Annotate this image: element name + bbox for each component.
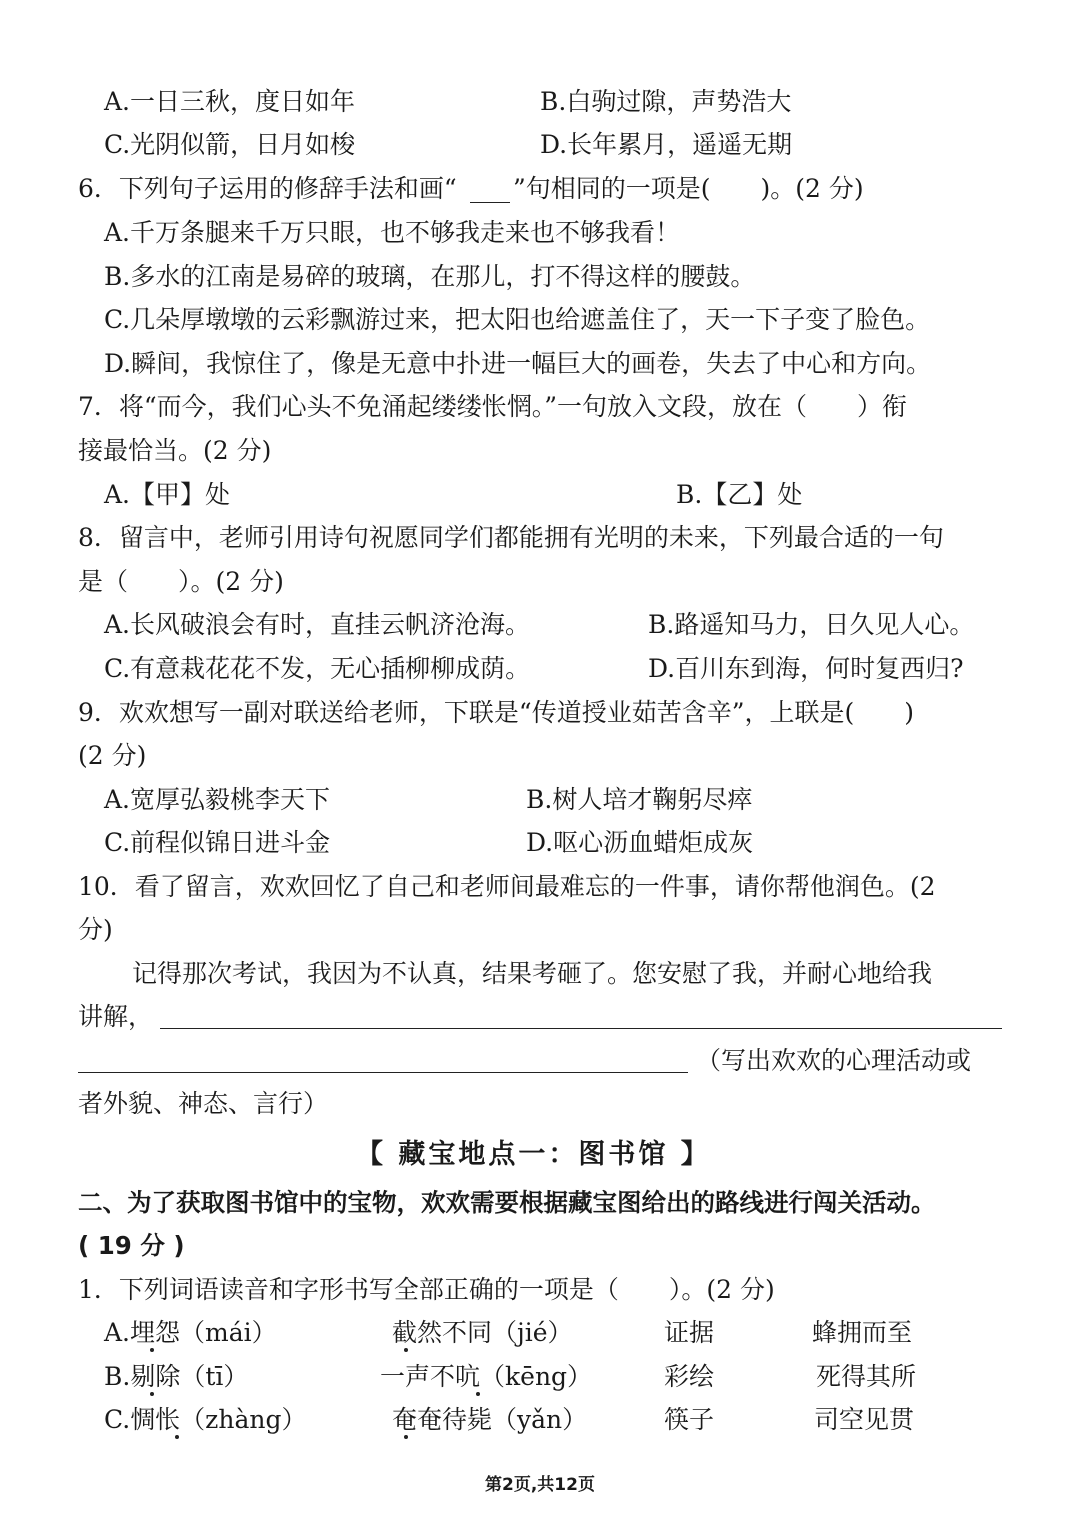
table-cell: 证据 xyxy=(664,1318,715,1347)
q8-option-b: B.路遥知马力，日久见人心。 xyxy=(648,610,975,639)
q9-option-d: D.呕心沥血蜡炬成灰 xyxy=(526,828,754,857)
q6-stem-part-2: ”句相同的一项是( )。(2 分) xyxy=(513,174,864,203)
q8-option-c: C.有意栽花花不发，无心插柳柳成荫。 xyxy=(104,654,531,683)
q10-answer-line-2[interactable] xyxy=(78,1072,688,1073)
table-cell: 截然不同（jié） xyxy=(392,1318,573,1347)
section-2-heading-line-2: ( 19 分 ) xyxy=(78,1231,185,1260)
q10-hint: （写出欢欢的心理活动或 xyxy=(696,1046,972,1075)
q7-option-b: B.【乙】处 xyxy=(676,480,803,509)
q8-option-d: D.百川东到海，何时复西归? xyxy=(648,654,964,683)
q10-stem-line-2: 分) xyxy=(78,915,113,944)
q6-stem-part-1: 6．下列句子运用的修辞手法和画“ xyxy=(78,174,457,203)
s2-q1-stem: 1．下列词语读音和字形书写全部正确的一项是（ ）。(2 分) xyxy=(78,1275,775,1304)
q10-hint-cont: 者外貌、神态、言行） xyxy=(78,1089,329,1118)
emphasis-dot xyxy=(404,1435,408,1439)
emphasis-dot xyxy=(150,1392,154,1396)
table-cell: 司空见贯 xyxy=(814,1405,915,1434)
q5-option-c: C.光阴似箭，日月如梭 xyxy=(104,130,356,159)
q10-passage-line-2: 讲解， xyxy=(78,1002,154,1031)
q8-stem-line-2: 是（ ）。(2 分) xyxy=(78,567,284,596)
q8-option-a: A.长风破浪会有时，直挂云帆济沧海。 xyxy=(104,610,531,639)
q9-option-c: C.前程似锦日进斗金 xyxy=(104,828,331,857)
table-cell: 筷子 xyxy=(664,1405,715,1434)
q5-option-a: A.一日三秋，度日如年 xyxy=(104,87,356,116)
q6-option-d: D.瞬间，我惊住了，像是无意中扑进一幅巨大的画卷，失去了中心和方向。 xyxy=(104,349,932,378)
q6-blank-line xyxy=(470,202,510,203)
emphasis-dot xyxy=(476,1392,480,1396)
q9-stem-line-1: 9．欢欢想写一副对联送给老师，下联是“传道授业茹苦含辛”，上联是( ) xyxy=(78,698,914,727)
q7-stem-line-1: 7．将“而今，我们心头不免涌起缕缕怅惘。”一句放入文段，放在（ ）衔 xyxy=(78,392,907,421)
q10-answer-line-1[interactable] xyxy=(160,1028,1002,1029)
q5-option-d: D.长年累月，遥遥无期 xyxy=(540,130,793,159)
q9-stem-line-2: (2 分) xyxy=(78,741,147,770)
q5-option-b: B.白驹过隙，声势浩大 xyxy=(540,87,792,116)
q7-stem-line-2: 接最恰当。(2 分) xyxy=(78,436,272,465)
section-title: 【 藏宝地点一：图书馆 】 xyxy=(356,1139,711,1170)
section-2-heading-line-1: 二、为了获取图书馆中的宝物，欢欢需要根据藏宝图给出的路线进行闯关活动。 xyxy=(78,1188,936,1217)
table-cell: 彩绘 xyxy=(664,1362,715,1391)
emphasis-dot xyxy=(404,1348,408,1352)
q9-option-b: B.树人培才鞠躬尽瘁 xyxy=(526,785,753,814)
q8-stem-line-1: 8．留言中，老师引用诗句祝愿同学们都能拥有光明的未来，下列最合适的一句 xyxy=(78,523,944,552)
q7-option-a: A.【甲】处 xyxy=(104,480,231,509)
table-cell: 奄奄待毙（yǎn） xyxy=(392,1405,588,1434)
q10-passage-line-1: 记得那次考试，我因为不认真，结果考砸了。您安慰了我，并耐心地给我 xyxy=(132,959,933,988)
table-cell: 一声不吭（kēng） xyxy=(380,1362,593,1391)
table-cell: 死得其所 xyxy=(816,1362,917,1391)
q9-option-a: A.宽厚弘毅桃李天下 xyxy=(104,785,331,814)
table-cell: A.埋怨（mái） xyxy=(104,1318,277,1347)
table-cell: 蜂拥而至 xyxy=(812,1318,913,1347)
q6-option-b: B.多水的江南是易碎的玻璃，在那儿，打不得这样的腰鼓。 xyxy=(104,262,756,291)
q6-option-c: C.几朵厚墩墩的云彩飘游过来，把太阳也给遮盖住了，天一下子变了脸色。 xyxy=(104,305,931,334)
q6-option-a: A.千万条腿来千万只眼，也不够我走来也不够我看！ xyxy=(104,218,681,247)
page-footer: 第2页,共12页 xyxy=(485,1475,595,1495)
table-cell: C.惆怅（zhàng） xyxy=(104,1405,307,1434)
table-cell: B.剔除（tī） xyxy=(104,1362,249,1391)
emphasis-dot xyxy=(150,1348,154,1352)
emphasis-dot xyxy=(175,1435,179,1439)
q10-stem-line-1: 10．看了留言，欢欢回忆了自己和老师间最难忘的一件事，请你帮他润色。(2 xyxy=(78,872,936,901)
